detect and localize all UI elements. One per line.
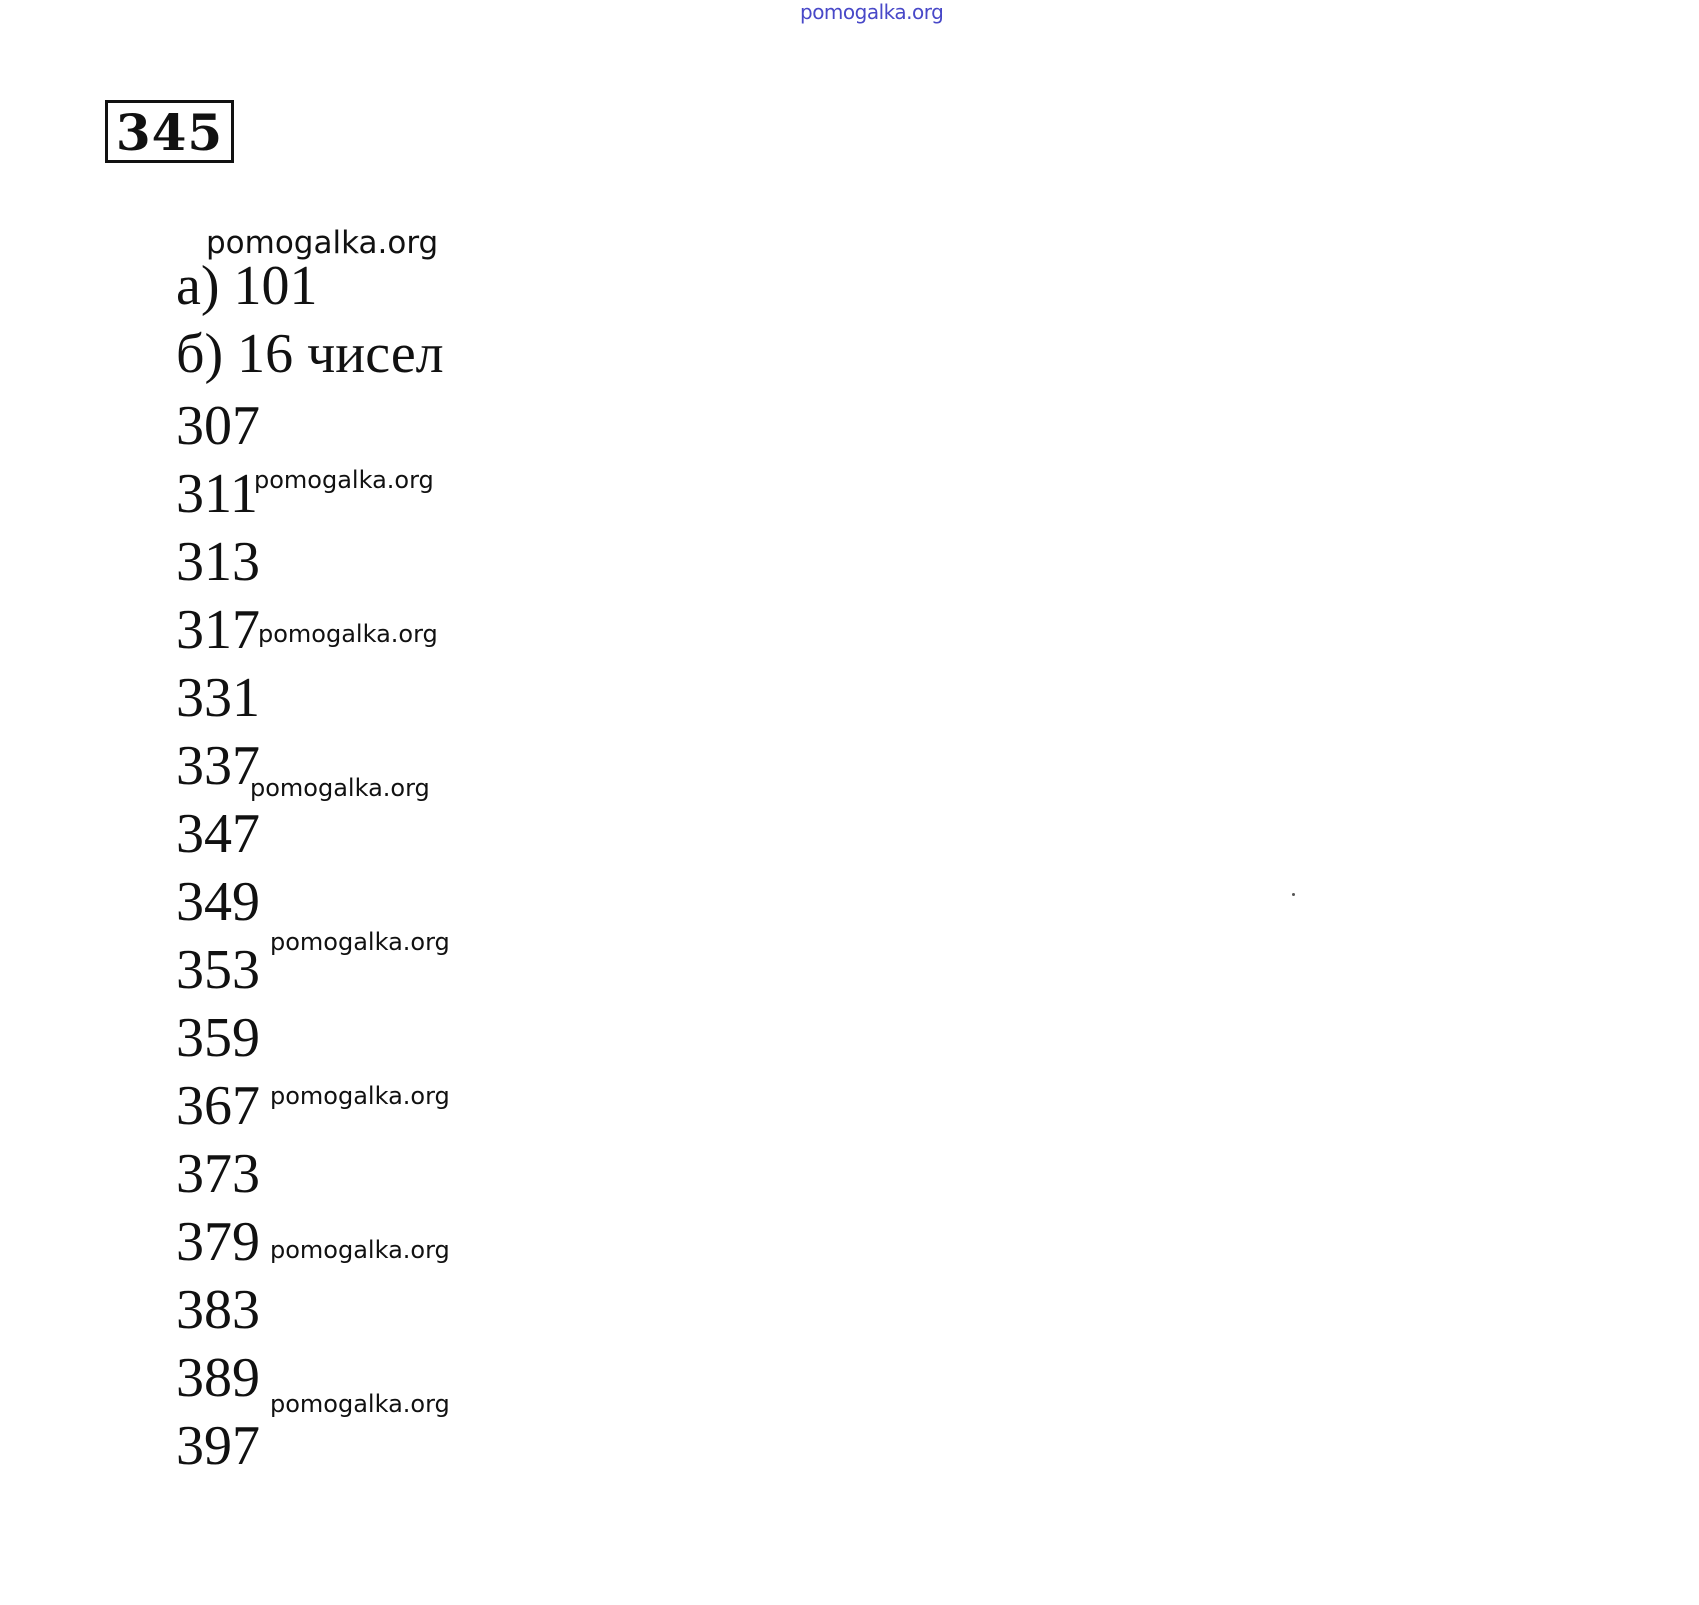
watermark-3: pomogalka.org (258, 620, 438, 648)
watermark-6: pomogalka.org (270, 1082, 450, 1110)
list-item: 353 (176, 939, 260, 1001)
list-item: 331 (176, 667, 260, 729)
list-item: 367 (176, 1075, 260, 1137)
list-item: 349 (176, 871, 260, 933)
list-item: 337 (176, 735, 260, 797)
list-item: 359 (176, 1007, 260, 1069)
watermark-4: pomogalka.org (250, 774, 430, 802)
list-item: 347 (176, 803, 260, 865)
scan-speck (1292, 893, 1295, 896)
list-item: 317 (176, 599, 260, 661)
list-item: 307 (176, 395, 260, 457)
top-watermark: pomogalka.org (800, 0, 944, 24)
watermark-7: pomogalka.org (270, 1236, 450, 1264)
list-item: 383 (176, 1279, 260, 1341)
problem-number-box (105, 100, 234, 163)
list-item: 389 (176, 1347, 260, 1409)
prime-number-list (176, 392, 260, 1480)
watermark-2: pomogalka.org (254, 466, 434, 494)
list-item: 313 (176, 531, 260, 593)
watermark-1: pomogalka.org (206, 225, 439, 261)
watermark-8: pomogalka.org (270, 1390, 450, 1418)
list-item: 397 (176, 1415, 260, 1477)
watermark-5: pomogalka.org (270, 928, 450, 956)
answer-b: б) 16 чисел (176, 323, 444, 385)
answer-a: а) 101 (176, 255, 318, 317)
problem-number: 345 (115, 102, 224, 162)
list-item: 311 (176, 463, 258, 525)
list-item: 379 (176, 1211, 260, 1273)
list-item: 373 (176, 1143, 260, 1205)
